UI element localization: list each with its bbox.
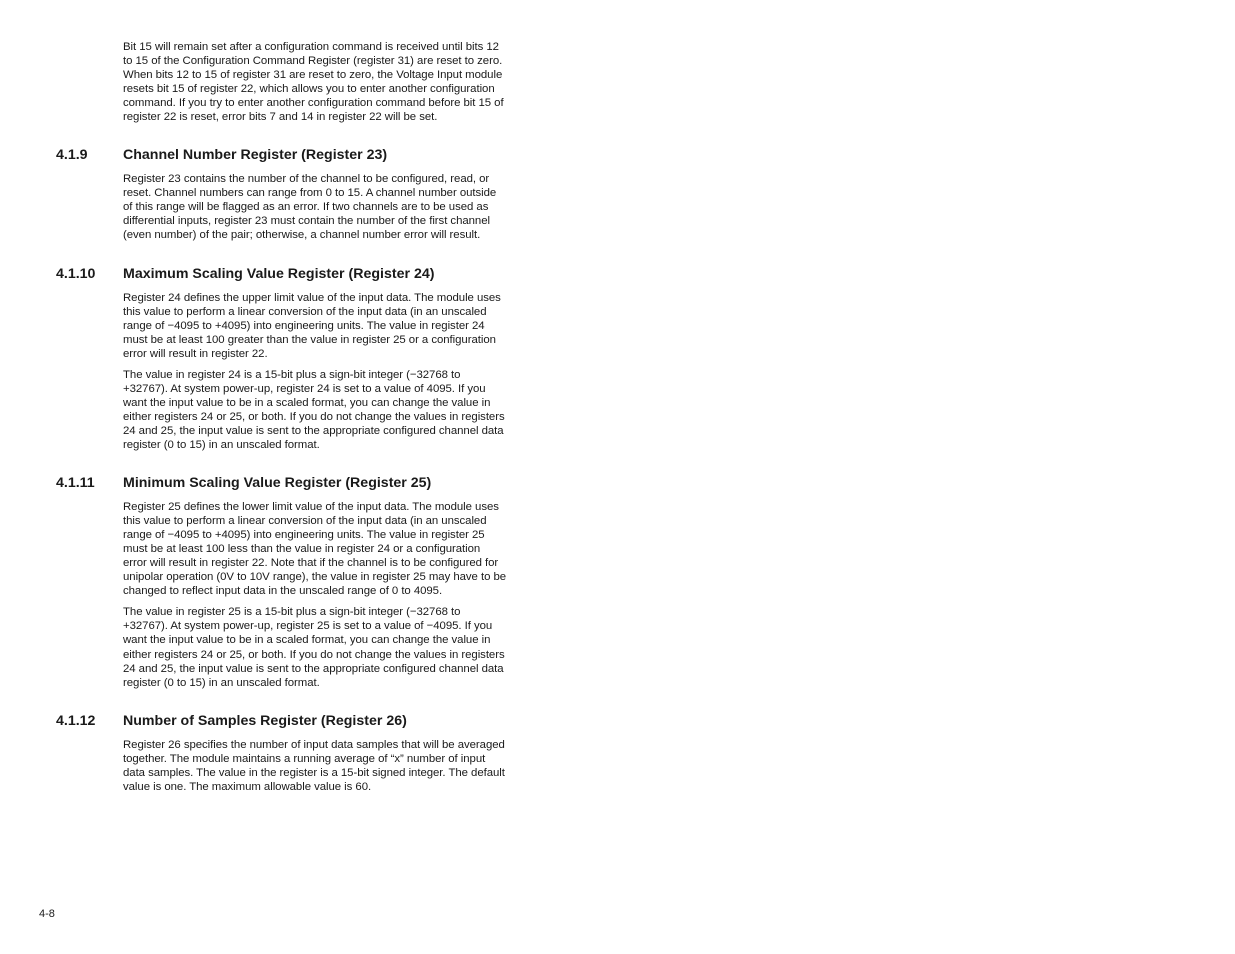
section-heading	[56, 265, 526, 283]
section-heading	[56, 474, 526, 492]
body-paragraph: The value in register 25 is a 15-bit plus a sign-bit integer (−32768 to +32767). At system power-up, register 25 is set to a value of −4095. If you want the input value to be in a scaled format, you can change the value in either registers 24 or 25, or both. If you do not change the values in registers 24 and 25, the input value is sent to the appropriate configured channel data register (0 to 15) in an unscaled format.	[123, 606, 505, 689]
body-paragraph: Register 25 defines the lower limit value of the input data. The module uses this value to perform a linear conversion of the input data (in an unscaled range of −4095 to +4095) into engineering units. The value in register 25 must be at least 100 less than the value in register 24 or a configuration error will result in register 22. Note that if the channel is to be configured for unipolar operation (0V to 10V range), the value in register 25 may have to be changed to reflect input data in the unscaled range of 0 to 4095.	[123, 501, 507, 598]
section-4-1-9	[56, 146, 526, 242]
section-number: 4.1.11	[56, 475, 95, 492]
section-title: Maximum Scaling Value Register (Register 24)	[123, 265, 435, 282]
section-4-1-11	[56, 474, 526, 690]
page-number: 4-8	[39, 908, 55, 920]
section-heading	[56, 712, 526, 730]
section-number: 4.1.9	[56, 147, 88, 164]
section-4-1-10	[56, 265, 526, 453]
text-column	[56, 40, 526, 801]
body-paragraph: Register 26 specifies the number of input data samples that will be averaged together. The module maintains a running average of “x” number of input data samples. The value in the register is a 15-bit signed integer. The default value is one. The maximum allowable value is 60.	[123, 738, 505, 793]
body-paragraph: Register 24 defines the upper limit value of the input data. The module uses this value to perform a linear conversion of the input data (in an unscaled range of −4095 to +4095) into engineering units. The value in register 24 must be at least 100 greater than the value in register 25 or a configuration error will result in register 22.	[123, 291, 501, 360]
section-number: 4.1.10	[56, 265, 96, 282]
section-title: Number of Samples Register (Register 26)	[123, 712, 407, 729]
section-title: Channel Number Register (Register 23)	[123, 147, 388, 164]
section-heading	[56, 146, 526, 164]
body-paragraph: The value in register 24 is a 15-bit plus a sign-bit integer (−32768 to +32767). At system power-up, register 24 is set to a value of 4095. If you want the input value to be in a scaled format, you can change the value in either registers 24 or 25, or both. If you do not change the values in registers 24 and 25, the input value is sent to the appropriate configured channel data register (0 to 15) in an unscaled format.	[123, 368, 505, 451]
body-paragraph: Register 23 contains the number of the channel to be configured, read, or reset. Channel numbers can range from 0 to 15. A channel number outside of this range will be flagged as an error. If two channels are to be used as differential inputs, register 23 must contain the number of the first channel (even number) of the pair; otherwise, a channel number error will result.	[123, 173, 497, 242]
section-title: Minimum Scaling Value Register (Register 25)	[123, 475, 432, 492]
section-4-1-12	[56, 712, 526, 794]
section-number: 4.1.12	[56, 712, 96, 729]
intro-paragraph: Bit 15 will remain set after a configuration command is received until bits 12 to 15 of the Configuration Command Register (register 31) are reset to zero. When bits 12 to 15 of register 31 are reset to zero, the Voltage Input module resets bit 15 of register 22, which allows you to enter another configuration command. If you try to enter another configuration command before bit 15 of register 22 is reset, error bits 7 and 14 in register 22 will be set.	[123, 41, 504, 124]
